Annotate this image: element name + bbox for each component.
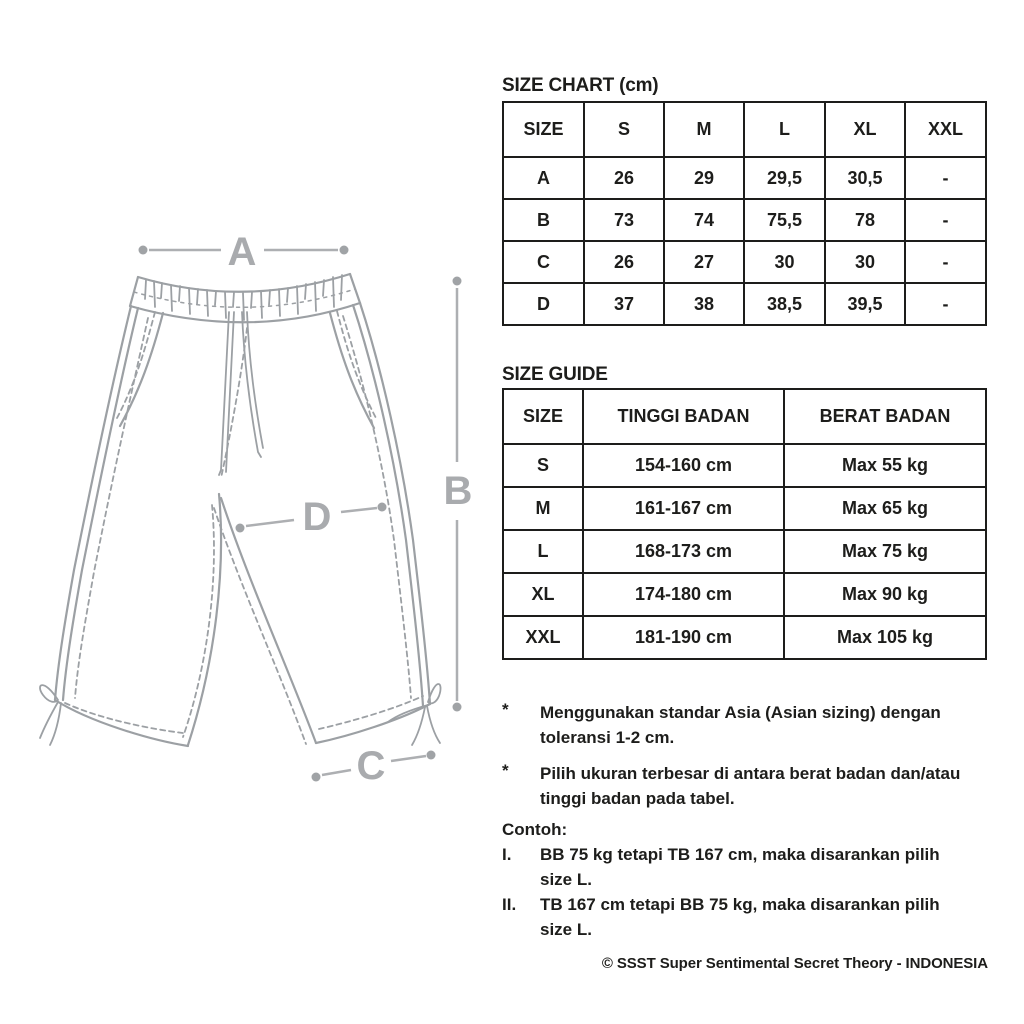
measurement-d [236,495,387,539]
measure-dot [312,773,321,782]
measurement-b [444,277,473,712]
table-header-cell: M [664,102,744,157]
right-hem-bow [388,684,441,745]
row-label-cell: S [503,444,583,487]
measurement-line-c [391,756,426,761]
note-bullet: * [502,700,509,719]
note-line: Pilih ukuran terbesar di antara berat badan dan/atau [540,764,961,783]
measurement-label-b: B [443,469,473,513]
value-cell: 37 [584,283,664,325]
contoh-item [502,892,985,942]
row-label-cell: L [503,530,583,573]
table-row [503,199,986,241]
contoh-item [502,842,985,892]
value-cell: Max 105 kg [784,616,986,659]
row-label-cell: XL [503,573,583,616]
measurement-label-c: C [356,744,386,788]
value-cell: 26 [584,241,664,283]
value-cell: 38,5 [744,283,825,325]
value-cell: 154-160 cm [583,444,784,487]
value-cell: 168-173 cm [583,530,784,573]
table-header-cell: TINGGI BADAN [583,389,784,444]
row-label-cell: C [503,241,584,283]
size-chart-table [502,101,987,326]
value-cell: Max 75 kg [784,530,986,573]
value-cell: 27 [664,241,744,283]
table-header-row [503,389,986,444]
note-text [540,761,960,811]
row-label-cell: D [503,283,584,325]
note-text [540,700,941,750]
row-label-cell: B [503,199,584,241]
contoh-line: size L. [540,920,592,939]
note-line: tinggi badan pada tabel. [540,789,735,808]
value-cell: 39,5 [825,283,905,325]
waistband-drawing [130,274,360,322]
contoh-text [540,842,940,892]
footer-credit: © SSST Super Sentimental Secret Theory - INDONESIA [601,955,988,972]
measure-dot [453,277,462,286]
drawstring-cords [219,312,263,475]
table-header-cell: SIZE [503,102,584,157]
table-row [503,283,986,325]
contoh-heading: Contoh: [502,820,568,839]
size-guide-table [502,388,987,660]
row-label-cell: A [503,157,584,199]
table-row [503,157,986,199]
table-header-cell: BERAT BADAN [784,389,986,444]
value-cell: 78 [825,199,905,241]
left-hem-bow [40,685,61,745]
value-cell: - [905,283,986,325]
value-cell: 38 [664,283,744,325]
value-cell: 74 [664,199,744,241]
note-bullet: * [502,761,509,780]
value-cell: 26 [584,157,664,199]
measure-dot [340,246,349,255]
size-guide-title: SIZE GUIDE [502,364,608,385]
contoh-numeral: I. [502,845,512,864]
note-item [502,761,985,811]
measure-dot [427,751,436,760]
notes-section [502,700,985,942]
measurement-line-d [246,520,294,526]
measurement-label-a: A [227,230,257,274]
table-row [503,444,986,487]
note-line: Menggunakan standar Asia (Asian sizing) dengan [540,703,941,722]
contoh-line: TB 167 cm tetapi BB 75 kg, maka disarankan pilih [540,895,940,914]
contoh-line: BB 75 kg tetapi TB 167 cm, maka disarankan pilih [540,845,940,864]
note-item [502,700,985,750]
left-leg-drawing [55,306,221,746]
table-header-cell: S [584,102,664,157]
table-row [503,616,986,659]
value-cell: 174-180 cm [583,573,784,616]
contoh-text [540,892,940,942]
size-chart-title: SIZE CHART (cm) [502,75,659,96]
measure-dot [236,524,245,533]
table-header-row [503,102,986,157]
table-row [503,487,986,530]
value-cell: Max 65 kg [784,487,986,530]
value-cell: 29,5 [744,157,825,199]
measurement-label-d: D [302,495,332,539]
value-cell: 29 [664,157,744,199]
table-header-cell: XXL [905,102,986,157]
contoh-numeral: II. [502,895,517,914]
table-row [503,573,986,616]
value-cell: 181-190 cm [583,616,784,659]
table-row [503,241,986,283]
value-cell: 30,5 [825,157,905,199]
value-cell: 30 [744,241,825,283]
value-cell: 73 [584,199,664,241]
row-label-cell: XXL [503,616,583,659]
table-header-cell: L [744,102,825,157]
value-cell: 75,5 [744,199,825,241]
value-cell: - [905,157,986,199]
note-line: toleransi 1-2 cm. [540,728,675,747]
table-header-cell: XL [825,102,905,157]
value-cell: - [905,241,986,283]
value-cell: Max 55 kg [784,444,986,487]
value-cell: 161-167 cm [583,487,784,530]
value-cell: - [905,199,986,241]
value-cell: Max 90 kg [784,573,986,616]
table-row [503,530,986,573]
contoh-line: size L. [540,870,592,889]
table-header-cell: SIZE [503,389,583,444]
waistband-gathers [145,275,342,320]
measurement-c [312,744,436,788]
measurement-line-d [341,508,377,512]
measure-dot [139,246,148,255]
shorts-diagram [25,228,495,803]
measure-dot [453,703,462,712]
row-label-cell: M [503,487,583,530]
value-cell: 30 [825,241,905,283]
measurement-line-c [322,770,351,775]
measurement-a [139,230,349,274]
measure-dot [378,503,387,512]
